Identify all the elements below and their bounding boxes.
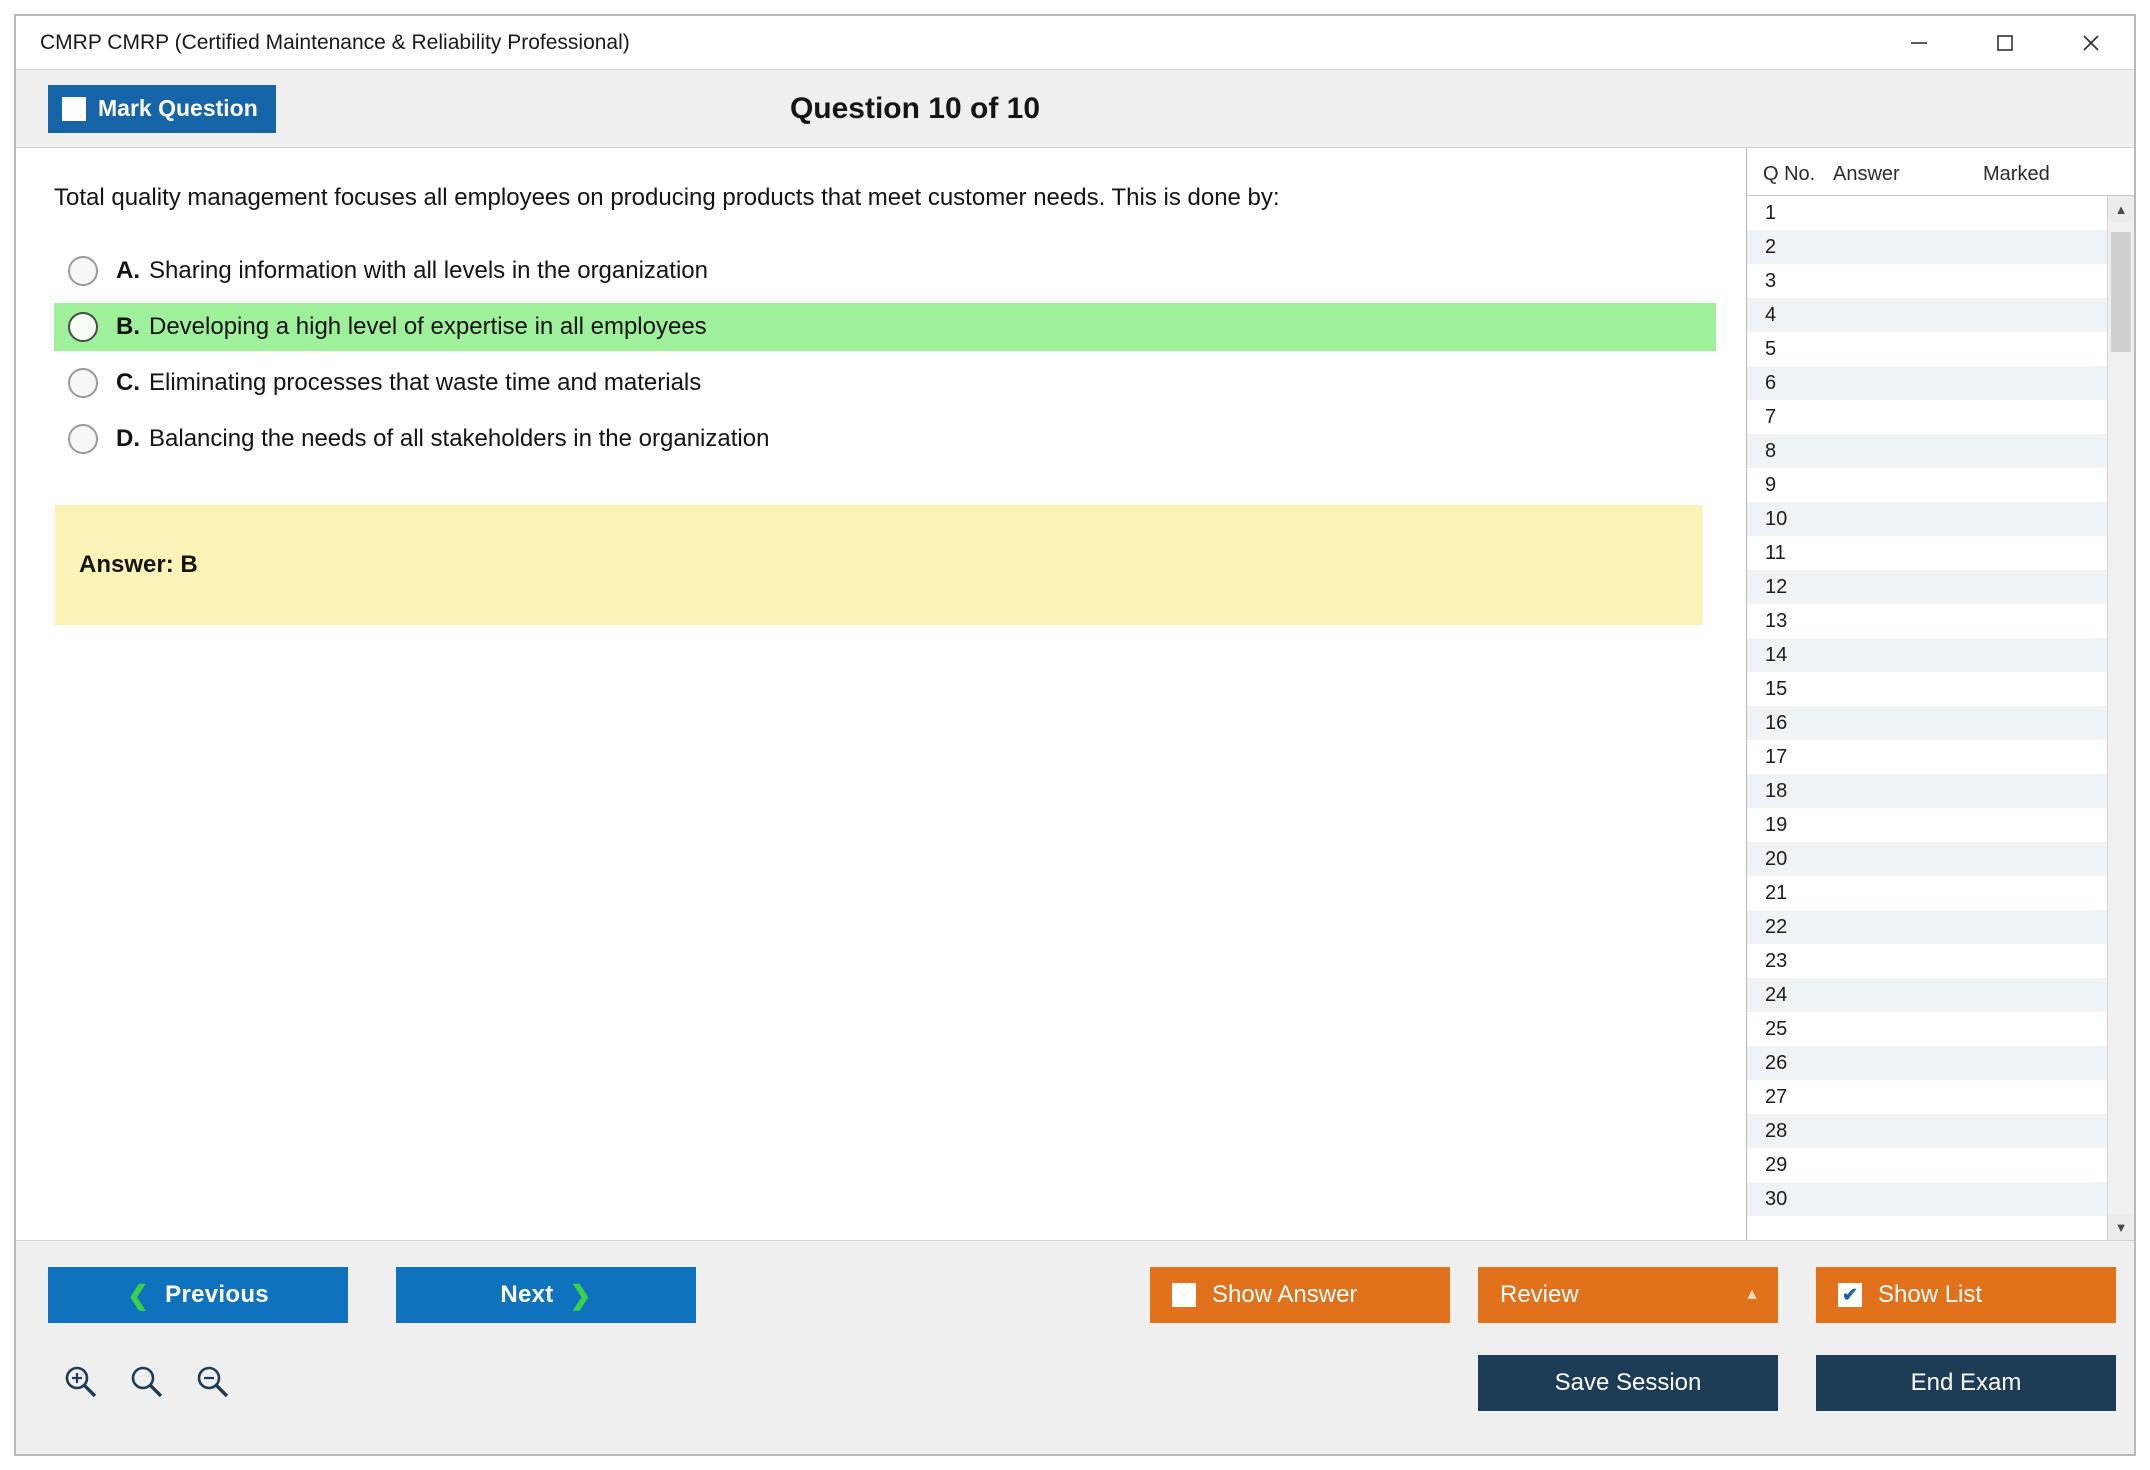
question-number: 28 — [1765, 1119, 1788, 1142]
mark-question-checkbox[interactable] — [62, 97, 86, 121]
question-number: 17 — [1765, 745, 1788, 768]
option-b[interactable] — [54, 303, 1716, 351]
question-list-row[interactable] — [1747, 230, 2107, 264]
review-dropdown-button[interactable] — [1478, 1267, 1778, 1323]
chevron-up-icon: ▲ — [1744, 1286, 1760, 1303]
scrollbar-track[interactable] — [2108, 222, 2134, 1214]
end-exam-button[interactable] — [1816, 1355, 2116, 1411]
end-exam-label: End Exam — [1910, 1369, 2022, 1396]
question-list-row[interactable] — [1747, 910, 2107, 944]
question-list-row[interactable] — [1747, 1182, 2107, 1216]
question-list-row[interactable] — [1747, 1080, 2107, 1114]
question-list-row[interactable] — [1747, 1012, 2107, 1046]
question-number: 10 — [1765, 507, 1788, 530]
question-number: 26 — [1765, 1051, 1788, 1074]
column-header-qno: Q No. — [1763, 163, 1816, 185]
scroll-up-icon[interactable]: ▲ — [2108, 196, 2134, 222]
column-header-marked: Marked — [1983, 163, 2050, 185]
question-list-row[interactable] — [1747, 1114, 2107, 1148]
option-a-text: Sharing information with all levels in the organization — [149, 257, 708, 285]
question-number: 11 — [1765, 541, 1786, 564]
window-title: CMRP CMRP (Certified Maintenance & Reliability Professional) — [40, 30, 630, 54]
radio-icon-b[interactable] — [68, 312, 98, 342]
show-answer-checkbox[interactable] — [1172, 1283, 1196, 1307]
save-session-button[interactable] — [1478, 1355, 1778, 1411]
question-number: 19 — [1765, 813, 1788, 836]
question-number: 5 — [1765, 337, 1777, 360]
option-d[interactable] — [54, 415, 1716, 463]
question-number: 9 — [1765, 473, 1777, 496]
question-list-header — [1747, 148, 2134, 196]
question-number: 13 — [1765, 609, 1788, 632]
question-list-row[interactable] — [1747, 1046, 2107, 1080]
radio-icon-d[interactable] — [68, 424, 98, 454]
mark-question-label: Mark Question — [98, 95, 258, 121]
answer-options — [54, 247, 1716, 463]
previous-button[interactable] — [48, 1267, 348, 1323]
question-number: 7 — [1765, 405, 1777, 428]
close-icon[interactable] — [2048, 16, 2134, 70]
question-number: 4 — [1765, 303, 1777, 326]
chevron-left-icon: ❮ — [127, 1279, 150, 1310]
question-number: 8 — [1765, 439, 1777, 462]
scrollbar-thumb[interactable] — [2111, 232, 2131, 352]
option-c[interactable] — [54, 359, 1716, 407]
column-header-answer: Answer — [1833, 163, 1900, 185]
question-number: 25 — [1765, 1017, 1788, 1040]
question-list-row[interactable] — [1747, 604, 2107, 638]
question-number: 21 — [1765, 881, 1788, 904]
question-list-row[interactable] — [1747, 842, 2107, 876]
zoom-controls — [60, 1361, 232, 1401]
question-number: 12 — [1765, 575, 1788, 598]
question-number: 29 — [1765, 1153, 1788, 1176]
question-number: 6 — [1765, 371, 1777, 394]
show-list-checkbox[interactable] — [1838, 1283, 1862, 1307]
question-list-row[interactable] — [1747, 400, 2107, 434]
option-d-letter: D. — [116, 425, 140, 453]
question-list-body — [1747, 196, 2134, 1240]
question-list-row[interactable] — [1747, 366, 2107, 400]
exam-footer — [16, 1240, 2134, 1454]
show-answer-button[interactable] — [1150, 1267, 1450, 1323]
question-list-row[interactable] — [1747, 570, 2107, 604]
question-list-row[interactable] — [1747, 536, 2107, 570]
question-list-row[interactable] — [1747, 468, 2107, 502]
option-a[interactable] — [54, 247, 1716, 295]
question-number: 3 — [1765, 269, 1777, 292]
option-a-letter: A. — [116, 257, 140, 285]
maximize-icon[interactable] — [1962, 16, 2048, 70]
question-number: 14 — [1765, 643, 1788, 666]
window-controls — [1876, 16, 2134, 70]
option-c-text: Eliminating processes that waste time and materials — [149, 369, 702, 397]
answer-explanation-box — [55, 505, 1702, 625]
question-stem: Total quality management focuses all employees on producing products that meet customer needs. This is done by: — [54, 184, 1280, 211]
next-button[interactable] — [396, 1267, 696, 1323]
exam-body — [16, 148, 2134, 1240]
previous-label: Previous — [165, 1281, 269, 1308]
question-list-row[interactable] — [1747, 706, 2107, 740]
chevron-right-icon: ❯ — [569, 1279, 592, 1310]
question-list-row[interactable] — [1747, 978, 2107, 1012]
question-number: 18 — [1765, 779, 1788, 802]
question-list-rows[interactable] — [1747, 196, 2107, 1240]
question-number: 22 — [1765, 915, 1788, 938]
next-label: Next — [500, 1281, 554, 1308]
question-list-row[interactable] — [1747, 502, 2107, 536]
question-number: 24 — [1765, 983, 1788, 1006]
question-number: 1 — [1765, 201, 1777, 224]
question-number: 27 — [1765, 1085, 1788, 1108]
review-label: Review — [1500, 1281, 1579, 1308]
question-list-row[interactable] — [1747, 774, 2107, 808]
question-list-row[interactable] — [1747, 808, 2107, 842]
check-icon: ✔ — [1842, 1284, 1858, 1306]
question-list-row[interactable] — [1747, 1148, 2107, 1182]
question-number: 2 — [1765, 235, 1777, 258]
question-list-row[interactable] — [1747, 944, 2107, 978]
question-number: 16 — [1765, 711, 1788, 734]
question-pane — [16, 148, 1746, 1240]
option-d-text: Balancing the needs of all stakeholders in the organization — [149, 425, 770, 453]
question-number: 20 — [1765, 847, 1788, 870]
question-list-row[interactable] — [1747, 332, 2107, 366]
show-list-button[interactable] — [1816, 1267, 2116, 1323]
question-list-row[interactable] — [1747, 638, 2107, 672]
question-number: 30 — [1765, 1187, 1788, 1210]
answer-label: Answer: B — [79, 551, 198, 579]
question-list-row[interactable] — [1747, 434, 2107, 468]
show-answer-label: Show Answer — [1212, 1281, 1358, 1308]
question-list-row[interactable] — [1747, 298, 2107, 332]
question-list-row[interactable] — [1747, 740, 2107, 774]
minimize-icon[interactable] — [1876, 16, 1962, 70]
save-session-label: Save Session — [1554, 1369, 1702, 1396]
option-c-letter: C. — [116, 369, 140, 397]
search-icon[interactable] — [126, 1361, 166, 1401]
radio-icon-c[interactable] — [68, 368, 98, 398]
question-list-scrollbar[interactable] — [2107, 196, 2134, 1240]
mark-question-button[interactable] — [48, 85, 276, 133]
question-counter: Question 10 of 10 — [789, 91, 1041, 125]
question-number: 23 — [1765, 949, 1788, 972]
zoom-out-icon[interactable] — [192, 1361, 232, 1401]
question-list-row[interactable] — [1747, 672, 2107, 706]
question-list-row[interactable] — [1747, 876, 2107, 910]
exam-header — [16, 70, 2134, 148]
scroll-down-icon[interactable]: ▼ — [2108, 1214, 2134, 1240]
option-b-text: Developing a high level of expertise in all employees — [149, 313, 707, 341]
window-titlebar — [16, 16, 2134, 70]
question-number: 15 — [1765, 677, 1788, 700]
question-list-row[interactable] — [1747, 196, 2107, 230]
zoom-in-icon[interactable] — [60, 1361, 100, 1401]
exam-window — [14, 14, 2136, 1456]
question-list-row[interactable] — [1747, 264, 2107, 298]
option-b-letter: B. — [116, 313, 140, 341]
show-list-label: Show List — [1878, 1281, 1983, 1308]
question-list-panel — [1746, 148, 2134, 1240]
radio-icon-a[interactable] — [68, 256, 98, 286]
